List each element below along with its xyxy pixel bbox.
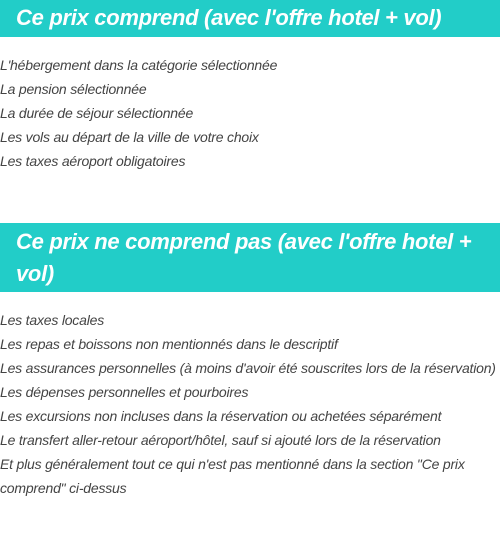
excluded-section-title: Ce prix ne comprend pas (avec l'offre hotel + vol) <box>0 223 500 292</box>
included-items-list <box>0 53 500 173</box>
included-section-title: Ce prix comprend (avec l'offre hotel + vol) <box>0 0 500 37</box>
excluded-item-transfer: Le transfert aller-retour aéroport/hôtel, sauf si ajouté lors de la réservation <box>0 432 441 448</box>
excluded-item-excursions: Les excursions non incluses dans la réservation ou achetées séparément <box>0 408 442 424</box>
excluded-items-list <box>0 308 500 500</box>
included-item-accommodation: L'hébergement dans la catégorie sélectionnée <box>0 57 278 73</box>
excluded-item-general: Et plus généralement tout ce qui n'est pas mentionné dans la section "Ce prix comprend" ci-dessus <box>0 456 465 496</box>
included-item-duration: La durée de séjour sélectionnée <box>0 105 194 121</box>
excluded-item-local-taxes: Les taxes locales <box>0 312 104 328</box>
included-item-board: La pension sélectionnée <box>0 81 147 97</box>
excluded-item-personal-expenses: Les dépenses personnelles et pourboires <box>0 384 249 400</box>
excluded-item-insurance: Les assurances personnelles (à moins d'avoir été souscrites lors de la réservation) <box>0 360 496 376</box>
included-item-flights: Les vols au départ de la ville de votre choix <box>0 129 259 145</box>
included-item-airport-taxes: Les taxes aéroport obligatoires <box>0 153 186 169</box>
excluded-item-meals-drinks: Les repas et boissons non mentionnés dans le descriptif <box>0 336 338 352</box>
